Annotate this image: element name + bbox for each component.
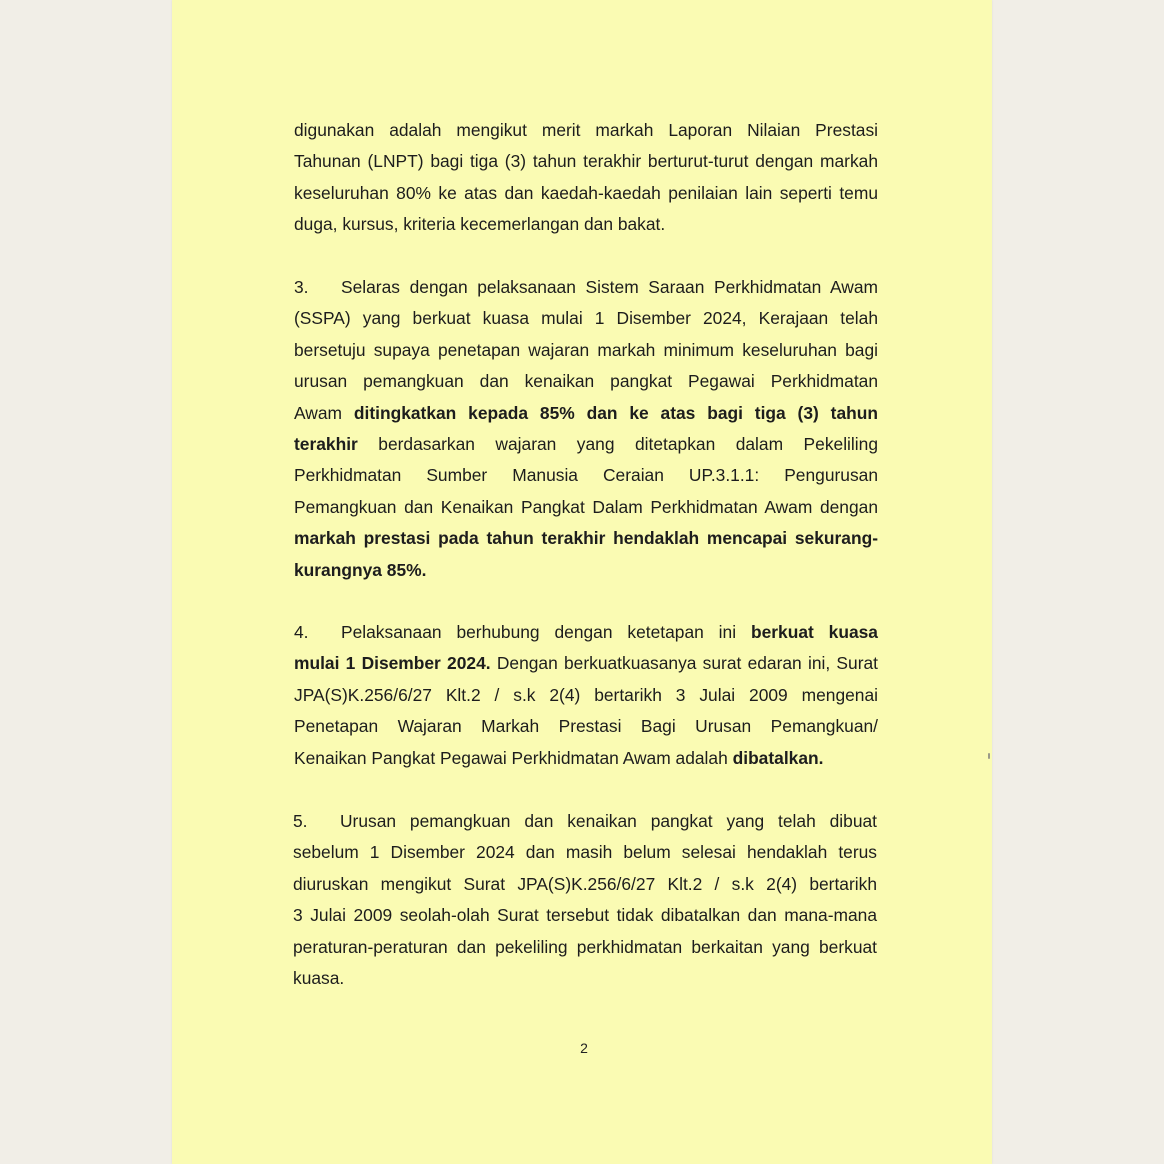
text-line: JPA(S)K.256/6/27 Klt.2 / s.k 2(4) bertarikh 3 Julai 2009 mengenai [294, 684, 878, 705]
text-segment: Dengan berkuatkuasanya surat edaran ini, Surat [496, 653, 879, 674]
bold-text: dibatalkan. [732, 747, 824, 768]
text-line [294, 743, 878, 774]
text-segment: Kenaikan Pangkat Pegawai Perkhidmatan Awam adalah [294, 747, 728, 768]
paragraph-number: 4. [294, 622, 309, 642]
bold-text: terakhir [294, 433, 358, 454]
text-line: peraturan-peraturan dan pekeliling perkhidmatan berkaitan yang berkuat [293, 936, 877, 957]
text-segment: Awam [294, 402, 343, 423]
text-line [293, 806, 877, 837]
text-line: duga, kursus, kriteria kecemerlangan dan bakat. [294, 214, 666, 235]
bold-text: markah prestasi pada tahun terakhir hendaklah mencapai sekurang- [294, 528, 878, 549]
bold-text: kurangnya 85%. [294, 559, 427, 580]
scan-speck [988, 753, 990, 759]
text-line: diuruskan mengikut Surat JPA(S)K.256/6/27 Klt.2 / s.k 2(4) bertarikh [293, 873, 877, 894]
bold-text: mulai 1 Disember 2024. [294, 653, 491, 674]
paragraph-4 [294, 617, 878, 774]
paragraph-number: 5. [293, 811, 308, 831]
text-segment: Selaras dengan pelaksanaan Sistem Saraan Perkhidmatan Awam [341, 277, 878, 297]
text-line: Perkhidmatan Sumber Manusia Ceraian UP.3.1.1: Pengurusan [294, 465, 878, 486]
text-line: Penetapan Wajaran Markah Prestasi Bagi Urusan Pemangkuan/ [294, 716, 878, 737]
text-segment: Pelaksanaan berhubung dengan ketetapan ini [341, 622, 737, 642]
page-number: 2 [580, 1040, 588, 1056]
text-line [294, 398, 878, 429]
text-line: digunakan adalah mengikut merit markah Laporan Nilaian Prestasi [294, 120, 878, 140]
text-line [294, 272, 878, 303]
text-line: kuasa. [293, 967, 345, 988]
paragraph-number: 3. [294, 277, 309, 297]
paragraph-continued [294, 115, 878, 241]
text-line [294, 555, 878, 586]
text-line: bersetuju supaya penetapan wajaran markah minimum keseluruhan bagi [294, 339, 878, 360]
text-line: 3 Julai 2009 seolah-olah Surat tersebut tidak dibatalkan dan mana-mana [293, 905, 877, 926]
paragraph-3 [294, 272, 878, 586]
text-segment: Urusan pemangkuan dan kenaikan pangkat yang telah dibuat [340, 811, 877, 831]
text-line: Pemangkuan dan Kenaikan Pangkat Dalam Perkhidmatan Awam dengan [294, 496, 878, 517]
text-line [294, 523, 878, 554]
text-line [294, 429, 878, 460]
text-line: Tahunan (LNPT) bagi tiga (3) tahun terakhir berturut-turut dengan markah [294, 151, 878, 172]
text-line: (SSPA) yang berkuat kuasa mulai 1 Disember 2024, Kerajaan telah [294, 308, 878, 329]
text-line [294, 617, 878, 648]
text-line [294, 648, 878, 679]
paragraph-5 [293, 806, 877, 994]
text-segment: berdasarkan wajaran yang ditetapkan dalam Pekeliling [378, 433, 878, 454]
text-line: keseluruhan 80% ke atas dan kaedah-kaedah penilaian lain seperti temu [294, 182, 878, 203]
bold-text: ditingkatkan kepada 85% dan ke atas bagi tiga (3) tahun [353, 402, 878, 423]
text-line: sebelum 1 Disember 2024 dan masih belum selesai hendaklah terus [293, 842, 877, 863]
bold-text: berkuat kuasa [750, 622, 878, 642]
text-line: urusan pemangkuan dan kenaikan pangkat Pegawai Perkhidmatan [294, 371, 878, 392]
